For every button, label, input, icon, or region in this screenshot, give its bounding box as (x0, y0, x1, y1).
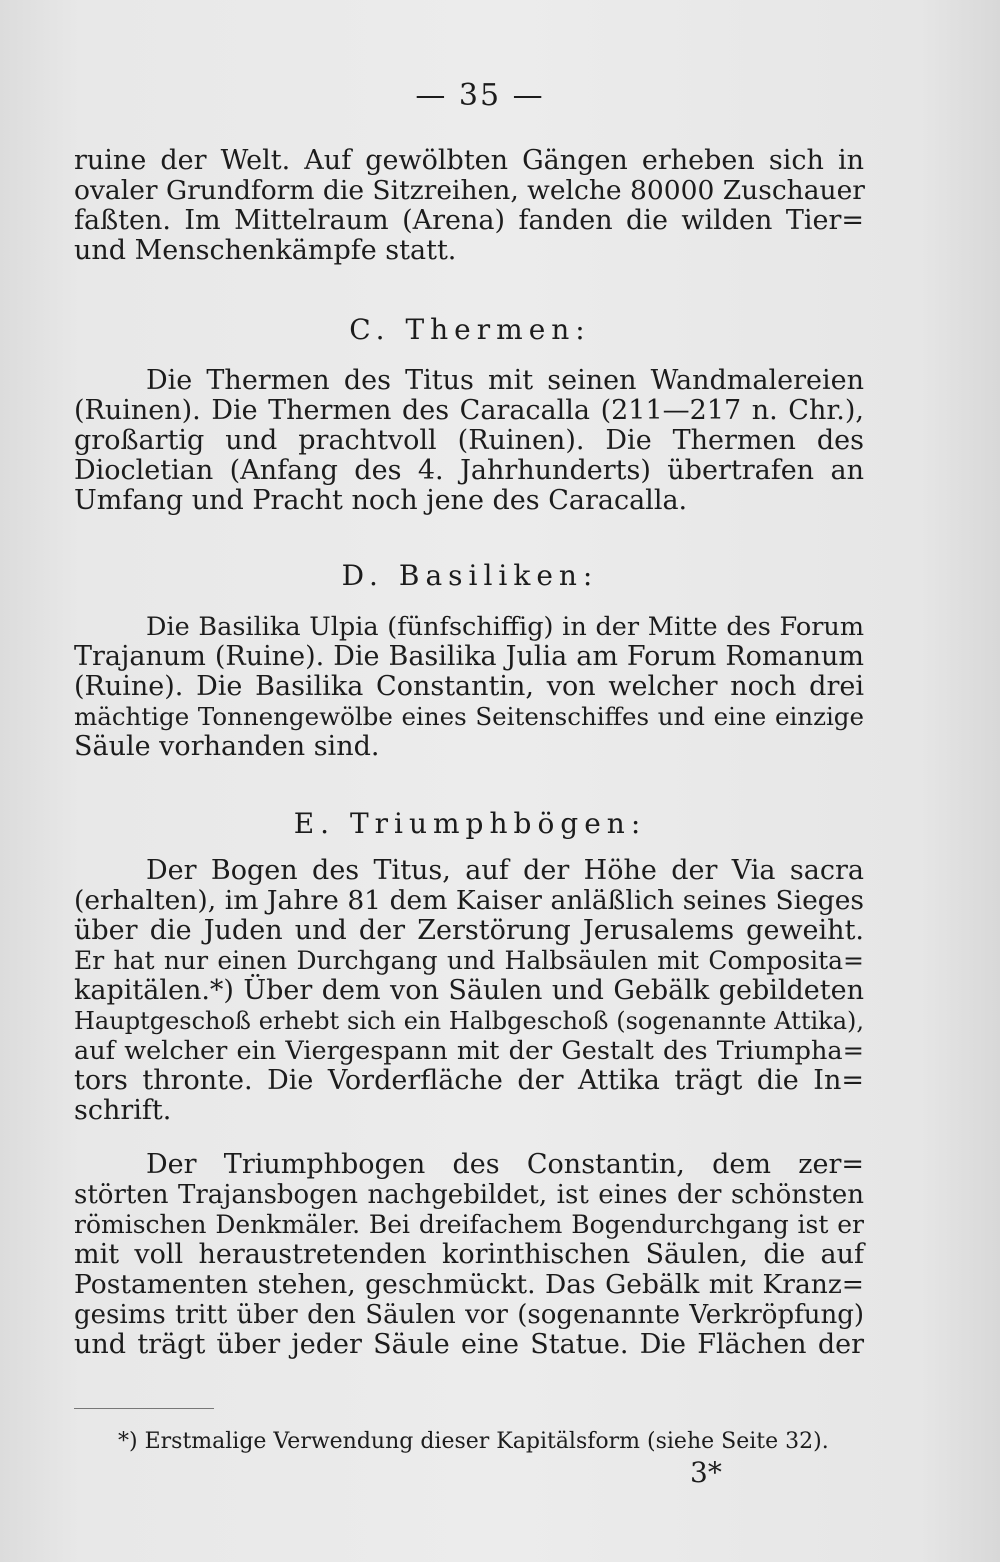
text-line: Der Triumphbogen des Constantin, dem zer= (146, 1149, 864, 1180)
text-line: großartig und prachtvoll (Ruinen). Die Thermen des (74, 425, 864, 456)
text-line: Postamenten stehen, geschmückt. Das Gebälk mit Kranz= (74, 1269, 864, 1300)
page-number: — 35 — (415, 78, 545, 113)
text-line: kapitälen.*) Über dem von Säulen und Gebälk gebildeten (74, 975, 864, 1006)
text-line: störten Trajansbogen nachgebildet, ist eines der schönsten (74, 1180, 864, 1210)
footnote: *) Erstmalige Verwendung dieser Kapitälsform (siehe Seite 32). (118, 1429, 829, 1454)
text-line: schrift. (74, 1095, 172, 1126)
text-line: ovaler Grundform die Sitzreihen, welche 80000 Zuschauer (74, 175, 865, 206)
paragraph-basiliken (74, 612, 864, 762)
footnote-divider (74, 1408, 214, 1409)
text-line: Die Thermen des Titus mit seinen Wandmalereien (146, 365, 864, 396)
paragraph-colosseum-end (74, 146, 864, 266)
text-line: Er hat nur einen Durchgang und Halbsäulen mit Composita= (74, 946, 864, 975)
text-line: ruine der Welt. Auf gewölbten Gängen erheben sich in (74, 145, 864, 176)
text-line: (Ruine). Die Basilika Constantin, von welcher noch drei (74, 671, 864, 702)
text-line: Säule vorhanden sind. (74, 731, 380, 762)
paragraph-thermen (74, 366, 864, 516)
text-line: Diocletian (Anfang des 4. Jahrhunderts) übertrafen an (74, 455, 864, 486)
paragraph-titusbogen (74, 856, 864, 1126)
text-line: tors thronte. Die Vorderfläche der Attika trägt die In= (74, 1065, 864, 1096)
text-line: Der Bogen des Titus, auf der Höhe der Via sacra (146, 855, 864, 886)
section-heading-basiliken: D. Basiliken: (341, 559, 599, 592)
text-line: Hauptgeschoß erhebt sich ein Halbgeschoß (sogenannte Attika), (74, 1007, 864, 1035)
text-line: über die Juden und der Zerstörung Jerusalems geweiht. (74, 915, 864, 946)
text-line: gesims tritt über den Säulen vor (sogenannte Verkröpfung) (74, 1300, 864, 1330)
text-line: (Ruinen). Die Thermen des Caracalla (211—217 n. Chr.), (74, 395, 864, 426)
text-line: Trajanum (Ruine). Die Basilika Julia am Forum Romanum (74, 641, 864, 672)
text-line: Die Basilika Ulpia (fünfschiffig) in der Mitte des Forum (146, 612, 864, 642)
section-heading-triumphboegen: E. Triumphbögen: (293, 807, 647, 840)
text-line: und Menschenkämpfe statt. (74, 235, 457, 266)
text-line: römischen Denkmäler. Bei dreifachem Bogendurchgang ist er (74, 1210, 864, 1239)
text-line: auf welcher ein Viergespann mit der Gestalt des Triumpha= (74, 1036, 864, 1066)
signature-mark: 3* (690, 1456, 722, 1489)
section-heading-thermen: C. Thermen: (349, 313, 591, 346)
paragraph-constantinsbogen (74, 1150, 864, 1360)
text-line: faßten. Im Mittelraum (Arena) fanden die wilden Tier= (74, 205, 864, 236)
text-line: Umfang und Pracht noch jene des Caracalla. (74, 485, 688, 516)
text-line: (erhalten), im Jahre 81 dem Kaiser anläßlich seines Sieges (74, 885, 864, 916)
text-line: und trägt über jeder Säule eine Statue. Die Flächen der (74, 1329, 864, 1360)
text-line: mächtige Tonnengewölbe eines Seitenschiffes und eine einzige (74, 702, 864, 731)
text-line: mit voll heraustretenden korinthischen Säulen, die auf (74, 1239, 864, 1270)
